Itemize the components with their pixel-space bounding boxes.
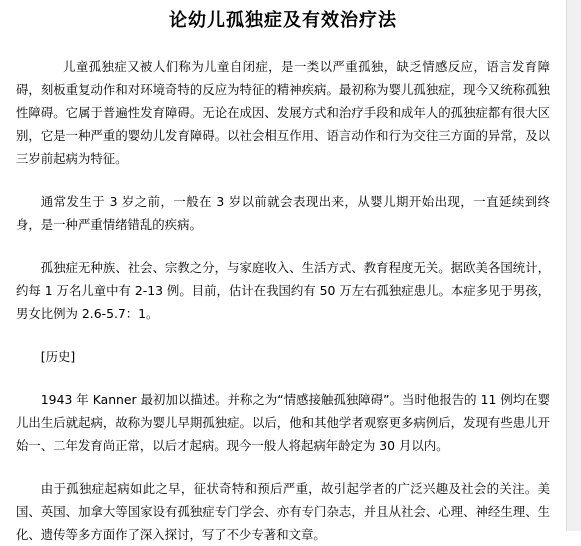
paragraph-onset: 通常发生于 3 岁之前，一般在 3 岁以前就会表现出来，从婴儿期开始出现，一直延续到终身，是一种严重情绪错乱的疾病。 xyxy=(16,194,550,232)
paragraph-definition: 儿童孤独症又被人们称为儿童自闭症，是一类以严重孤独，缺乏情感反应，语言发育障碍，刻板重复动作和对环境奇特的反应为特征的精神疾病。最初称为婴儿孤独症，现今又统称孤独性障碍。它属于普遍性发育障碍。无论在成因、发展方式和治疗手段和成年人的孤独症都有很大区别，它是一种严重的婴幼儿发育障碍。以社会相互作用、语言动作和行为交往三方面的异常，及以三岁前起病为特征。 xyxy=(16,59,550,166)
document-title: 论幼儿孤独症及有效治疗法 xyxy=(169,10,397,31)
paragraph-epidemiology: 孤独症无种族、社会、宗教之分，与家庭收入、生活方式、教育程度无关。据欧美各国统计，约每 1 万名儿童中有 2-13 例。目前，估计在我国约有 50 万左右孤独症患儿。本症多见于男孩，男女比例为 2.6-5.7：1。 xyxy=(16,260,550,321)
vertical-scrollbar[interactable] xyxy=(566,0,581,531)
section-heading-history: [历史] xyxy=(40,349,76,364)
paragraph-history-kanner: 1943 年 Kanner 最初加以描述。并称之为“情感接触孤独障碍”。当时他报告的 11 例均在婴儿出生后就起病，故称为婴儿早期孤独症。以后，他和其他学者观察更多病例后，发现有些患儿开始一、二年发育尚正常，以后才起病。现今一般人将起病年龄定为 30 月以内。 xyxy=(16,392,550,453)
paragraph-history-research: 由于孤独症起病如此之早，征状奇特和预后严重，故引起学者的广泛兴趣及社会的关注。美国、英国、加拿大等国家设有孤独症专门学会、亦有专门杂志，并且从社会、心理、神经生理、生化、遗传等多方面作了深入探讨，写了不少专著和文章。 xyxy=(16,481,550,542)
